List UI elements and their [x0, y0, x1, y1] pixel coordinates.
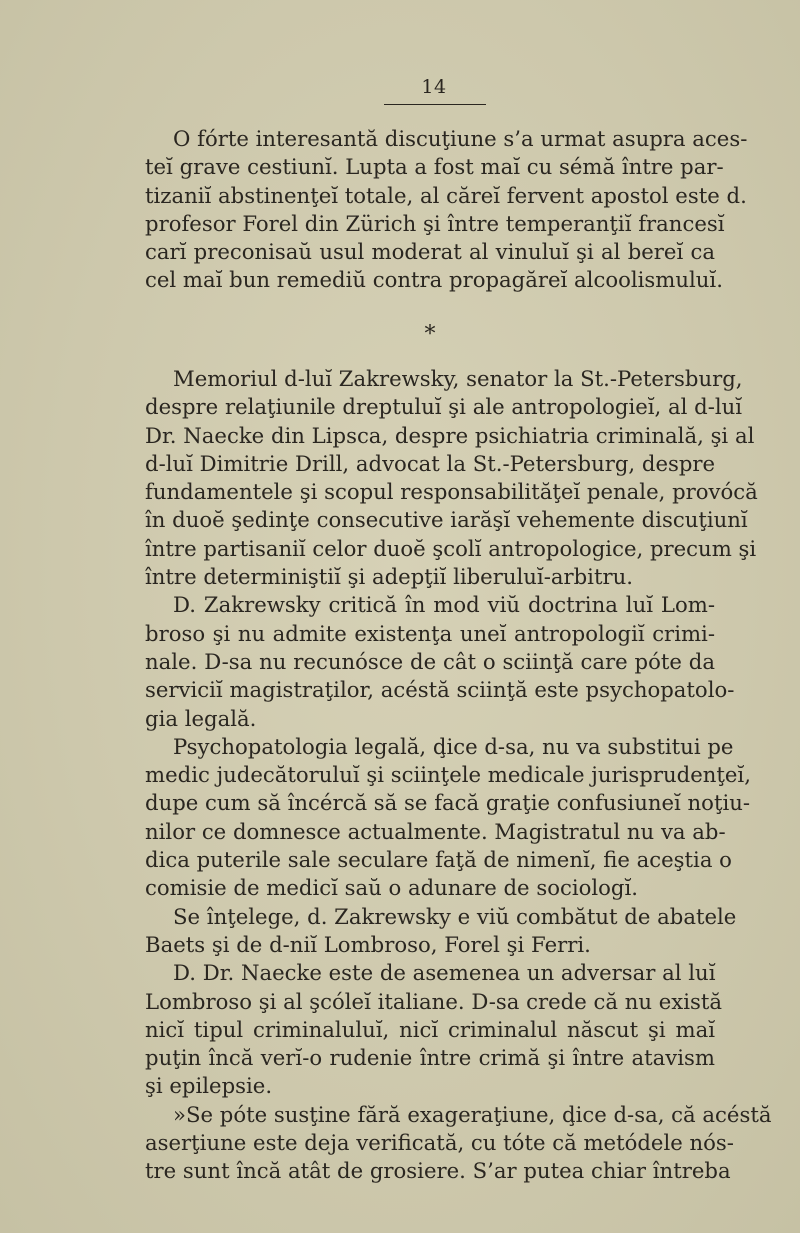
- text-line: Se înţelege, d. Zakrewsky e viŭ combătut de abatele: [173, 903, 737, 929]
- text-line: »Se póte susţine fără exageraţiune, ḑice d-sa, că acéstă: [173, 1101, 772, 1127]
- text-line: Psychopatologia legală, ḑice d-sa, nu va substitui pe: [173, 733, 734, 759]
- text-line: nicĭ tipul criminaluluĭ, nicĭ criminalul născut şi maĭ: [145, 1016, 715, 1042]
- text-line: dica puterile sale seculare faţă de nimenĭ, fie aceştia o: [145, 847, 732, 873]
- text-line: tizaniĭ abstinenţeĭ totale, al căreĭ fervent apostol este d.: [145, 182, 747, 208]
- text-line: tre sunt încă atât de grosiere. S’ar putea chiar întreba: [145, 1158, 731, 1184]
- text-line: D. Zakrewsky critică în mod viŭ doctrina luĭ Lom-: [173, 592, 715, 618]
- text-line: între determiniştiĭ şi adepţiĭ liberuluĭ-arbitru.: [145, 564, 633, 590]
- text-line: teĭ grave cestiunĭ. Lupta a fost maĭ cu sémă între par-: [145, 154, 724, 180]
- text-line: Lombroso şi al şcóleĭ italiane. D-sa crede că nu există: [145, 988, 723, 1014]
- text-line: în duoĕ şedinţe consecutive iarăşĭ vehemente discuţiunĭ: [145, 507, 748, 533]
- text-line: dupe cum să încércă să se facă graţie confusiuneĭ noţiu-: [145, 790, 751, 816]
- text-line: puţin încă verĭ-o rudenie între crimă şi între atavism: [145, 1045, 715, 1071]
- text-line: nilor ce domnesce actualmente. Magistratul nu va ab-: [145, 818, 726, 844]
- text-line: serviciĭ magistraţilor, acéstă sciinţă este psychopatolo-: [145, 677, 735, 703]
- text-line: broso şi nu admite existenţa uneĭ antropologiĭ crimi-: [145, 620, 715, 646]
- header-rule: [384, 104, 486, 105]
- text-line: medic judecătoruluĭ şi sciinţele medicale jurisprudenţeĭ,: [145, 762, 751, 788]
- text-line: despre relaţiunile dreptuluĭ şi ale antropologieĭ, al d-luĭ: [145, 394, 743, 420]
- text-line: Dr. Naecke din Lipsca, despre psichiatria criminală, şi al: [145, 422, 755, 448]
- page-number: 14: [421, 76, 447, 98]
- text-line: d-luĭ Dimitrie Drill, advocat la St.-Petersburg, despre: [145, 450, 716, 476]
- paragraph-memoirs: [145, 365, 772, 1186]
- text-line: Memoriul d-luĭ Zakrewsky, senator la St.-Petersburg,: [173, 366, 743, 391]
- paragraph-debate: [145, 125, 748, 295]
- text-line: O fórte interesantă discuţiune s’a urmat asupra aces-: [173, 126, 748, 151]
- text-line: nale. D-sa nu recunósce de cât o sciinţă care póte da: [145, 648, 715, 674]
- text-line: şi epilepsie.: [145, 1073, 273, 1099]
- text-line: comisie de medicĭ saŭ o adunare de sociologĭ.: [145, 875, 638, 901]
- text-line: aserţiune este deja verificată, cu tóte că metódele nós-: [145, 1130, 734, 1156]
- text-line: cel maĭ bun remediŭ contra propagăreĭ alcoolismuluĭ.: [145, 267, 723, 293]
- text-line: carĭ preconisaŭ usul moderat al vinuluĭ şi al bereĭ ca: [145, 239, 715, 265]
- text-line: D. Dr. Naecke este de asemenea un adversar al luĭ: [173, 960, 716, 986]
- text-line: Baets şi de d-niĭ Lombroso, Forel şi Ferri.: [145, 931, 591, 957]
- text-line: fundamentele şi scopul responsabilităţeĭ penale, provócă: [145, 479, 758, 505]
- section-separator: *: [424, 322, 436, 347]
- text-line: între partisaniĭ celor duoĕ şcolĭ antropologice, precum şi: [145, 535, 757, 561]
- text-line: gia legală.: [145, 705, 257, 731]
- text-line: profesor Forel din Zürich şi între temperanţiĭ francesĭ: [145, 210, 725, 236]
